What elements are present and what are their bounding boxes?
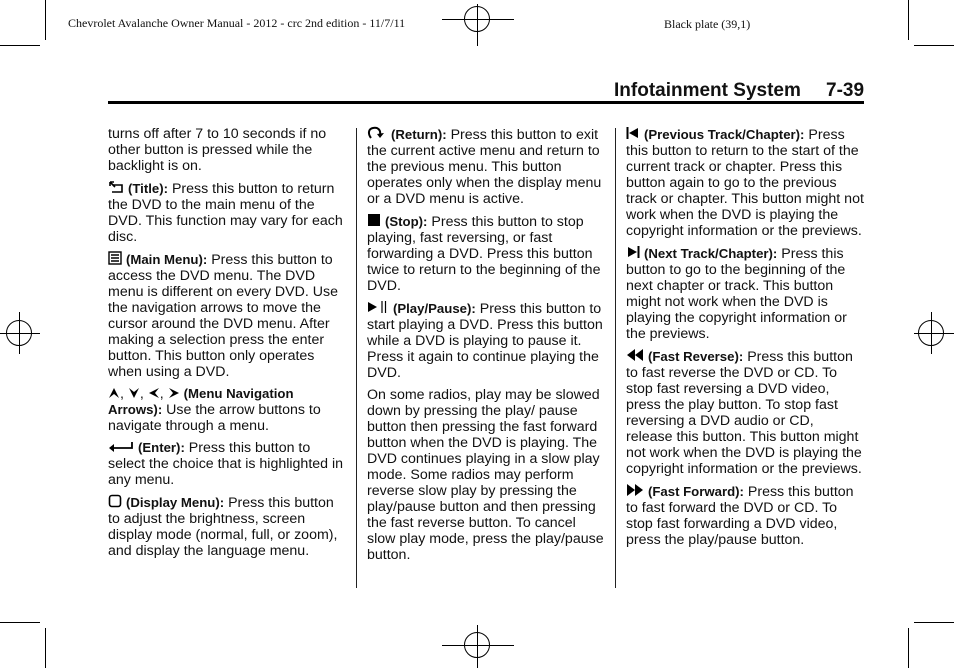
- column-left: [108, 126, 344, 565]
- plate-info: Chevrolet Avalanche Owner Manual - 2012 - crc 2nd edition - 11/7/11: [68, 16, 406, 30]
- entry-name: (Main Menu):: [125, 252, 208, 267]
- crop-mark: [0, 45, 40, 46]
- entry-description: Use the arrow buttons to navigate through a menu.: [108, 402, 321, 434]
- column-middle: [367, 126, 607, 569]
- previous-track-icon: [626, 126, 640, 140]
- column-right: [626, 126, 864, 554]
- entry-previous-track: [626, 126, 864, 239]
- arrow-up-icon: [108, 387, 120, 399]
- play-pause-icon: [367, 300, 389, 314]
- menu-list-icon: [108, 251, 122, 265]
- enter-icon: [108, 441, 134, 453]
- entry-enter: [108, 440, 344, 488]
- arrow-right-icon: [168, 387, 180, 399]
- entry-description: Press this button to return the DVD to the main menu of the DVD. This function may vary for each disc.: [108, 181, 343, 245]
- entry-name: (Fast Forward):: [647, 484, 744, 499]
- entry-description: Press this button to access the DVD menu. The DVD menu is different on every DVD. Use the navigation arrows to move the cursor around the DVD menu. After making a selection press the enter button. This button only operates when using a DVD.: [108, 252, 338, 380]
- arrow-down-icon: [128, 387, 140, 399]
- entry-description: Press this button to select the choice that is highlighted in any menu.: [108, 440, 344, 488]
- entry-name: (Play/Pause):: [392, 301, 476, 316]
- entry-name: (Display Menu):: [125, 495, 225, 510]
- page-number: 7-39: [826, 80, 865, 101]
- intro-paragraph: turns off after 7 to 10 seconds if no other button is pressed while the backlight is on.: [108, 126, 327, 174]
- entry-name: (Fast Reverse):: [647, 349, 744, 364]
- entry-display-menu: [108, 494, 344, 559]
- entry-description: Press this button to adjust the brightness, screen display mode (normal, full, or zoom), and display the language menu.: [108, 495, 338, 559]
- crop-mark: [0, 622, 40, 623]
- crop-mark: [914, 622, 954, 623]
- crop-mark: [45, 628, 46, 668]
- section-title: Infotainment System: [614, 80, 801, 101]
- entry-next-track: [626, 245, 864, 342]
- column-divider: [356, 128, 357, 588]
- entry-description: Press this button to fast reverse the DVD or CD. To stop fast reversing a DVD video, press the play button. To stop fast reversing a DVD audio or CD, release this button. This button might not work when the DVD is playing the copyright information or the previews.: [626, 349, 862, 477]
- arrow-left-icon: [148, 387, 160, 399]
- plate-label: Black plate (39,1): [664, 17, 751, 31]
- entry-description: Press this button to stop playing, fast reversing, or fast forwarding a DVD. Press this button twice to return to the beginning of the DVD.: [367, 214, 601, 294]
- crop-mark: [908, 628, 909, 668]
- display-menu-icon: [108, 494, 122, 508]
- crop-mark: [45, 0, 46, 40]
- entry-name: (Menu Navigation Arrows):: [108, 386, 294, 417]
- fast-reverse-icon: [626, 348, 644, 362]
- entry-return: [367, 126, 607, 207]
- entry-main-menu: [108, 251, 344, 380]
- entry-name: (Enter):: [137, 440, 185, 455]
- entry-fast-reverse: [626, 348, 864, 477]
- slow-play-paragraph: On some radios, play may be slowed down by pressing the play/ pause button then pressing the fast forward button when the DVD is playing. The DVD continues playing in a slow play mode. Some radios may perform reverse slow play by pressing the play/pause button and then pressing the fast reverse button. To cancel slow play mode, press the play/pause button.: [367, 387, 604, 563]
- next-track-icon: [626, 245, 640, 259]
- entry-menu-arrows: , , , (Menu Navigation Arrows): Use the arrow buttons to navigate through a menu.: [108, 386, 321, 434]
- entry-play-pause: [367, 300, 607, 381]
- header-rule: [108, 101, 864, 104]
- entry-description: Press this button to go to the beginning of the next chapter or track. This button might not work when the DVD is playing the copyright information or the previews.: [626, 246, 847, 342]
- entry-fast-forward: [626, 483, 864, 548]
- return-icon: [367, 126, 387, 140]
- entry-description: Press this button to return to the start of the current track or chapter. Press this button again to go to the previous track or chapter. This button might not work when the DVD is playing the copyright information or the previews.: [626, 127, 864, 239]
- entry-description: Press this button to fast forward the DVD or CD. To stop fast forwarding a DVD video, press the play/pause button.: [626, 484, 854, 548]
- title-return-arrow-icon: [108, 180, 124, 194]
- entry-stop: [367, 213, 607, 294]
- entry-name: (Stop):: [384, 214, 428, 229]
- entry-title: [108, 180, 344, 245]
- crop-mark: [908, 0, 909, 40]
- stop-icon: [367, 213, 381, 227]
- entry-name: (Title):: [127, 181, 168, 196]
- crop-mark: [914, 45, 954, 46]
- column-divider: [615, 128, 616, 588]
- entry-name: (Next Track/Chapter):: [643, 246, 778, 261]
- entry-description: Press this button to exit the current active menu and return to the previous menu. This button operates only when the display menu or a DVD menu is active.: [367, 127, 602, 207]
- entry-description: Press this button to start playing a DVD. Press this button while a DVD is playing to pause it. Press it again to continue playing the DVD.: [367, 301, 603, 381]
- entry-name: (Previous Track/Chapter):: [643, 127, 805, 142]
- fast-forward-icon: [626, 483, 644, 497]
- entry-name: (Return):: [390, 127, 447, 142]
